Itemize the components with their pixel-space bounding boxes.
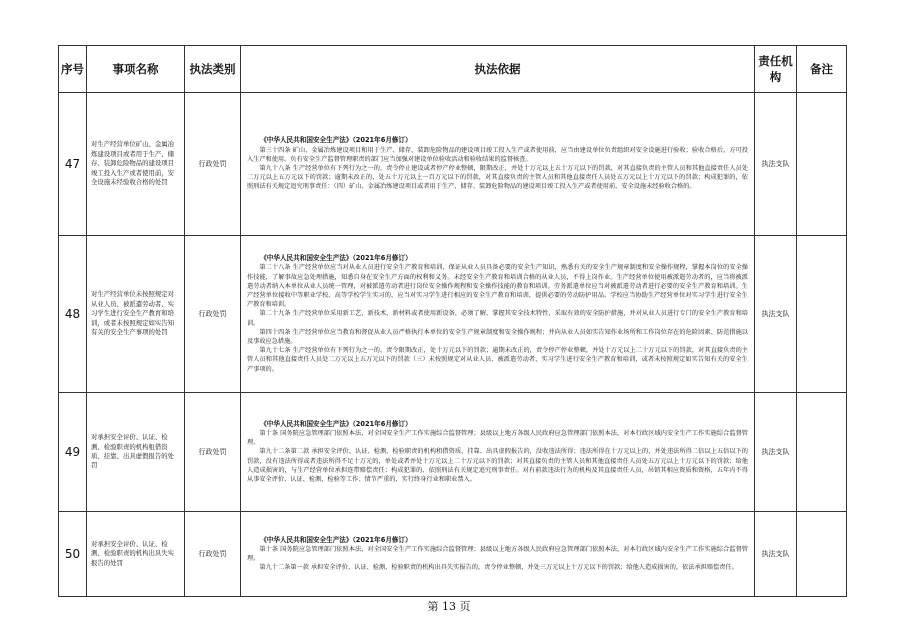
responsible-org: 执法支队	[755, 236, 797, 393]
header-name: 事项名称	[87, 46, 185, 93]
law-article: 第九十二条第一款 承担安全评价、认证、检测、检验职责的机构出具失实报告的，责令停业整顿，并处三万元以上十万元以下的罚款；给他人造成损害的，依法承担赔偿责任。	[259, 564, 738, 572]
law-article: 第二十九条 生产经营单位采用新工艺、新技术、新材料或者使用新设备，必须了解、掌握其安全技术特性，采取有效的安全防护措施，并对从业人员进行专门的安全生产教育和培训。	[247, 310, 748, 327]
law-article: 第九十七条 生产经营单位有下列行为之一的，责令限期改正，处十万元以下的罚款；逾期未改正的，责令停产停业整顿，并处十万元以上二十万元以下的罚款，对其直接负责的主管人员和其他直接责任人员处二万元以上五万元以下的罚款（三）未按照规定对从业人员、被派遣劳动者、实习学生进行安全生产教育和培训，或者未按照规定如实告知有关的安全生产事项的。	[247, 347, 748, 373]
responsible-org: 执法支队	[755, 393, 797, 512]
law-title: 《中华人民共和国安全生产法》（2021年6月修订）	[260, 136, 412, 145]
law-title: 《中华人民共和国安全生产法》（2021年6月修订）	[260, 254, 412, 263]
row-number: 49	[59, 393, 87, 512]
law-article: 第二十八条 生产经营单位应当对从业人员进行安全生产教育和培训，保证从业人员具备必要的安全生产知识，熟悉有关的安全生产规章制度和安全操作规程，掌握本岗位的安全操作技能，了解事故应急处理措施，知悉自身在安全生产方面的权利和义务。未经安全生产教育和培训合格的从业人员，不得上岗作业。生产经营单位使用被派遣劳动者的，应当将被派遣劳动者纳入本单位从业人员统一管理，对被派遣劳动者进行岗位安全操作规程和安全操作技能的教育和培训。劳务派遣单位应当对被派遣劳动者进行必要的安全生产教育和培训。生产经营单位接收中等职业学校、高等学校学生实习的，应当对实习学生进行相应的安全生产教育和培训，提供必要的劳动防护用品。学校应当协助生产经营单位对实习学生进行安全生产教育和培训。	[247, 264, 748, 309]
item-name: 对承担安全评价、认证、检测、检验职责的机构出具失实报告的处罚	[87, 512, 185, 597]
header-note: 备注	[797, 46, 847, 93]
row-number: 47	[59, 93, 87, 236]
header-basis: 执法依据	[241, 46, 755, 93]
law-title: 《中华人民共和国安全生产法》（2021年6月修订）	[260, 419, 412, 428]
law-article: 第九十二条第二款 承担安全评价、认证、检测、检验职责的机构租借资质、挂靠、出具虚假报告的，没收违法所得；违法所得在十万元以上的，并处违法所得二倍以上五倍以下的罚款，没有违法所得或者违法所得不足十万元的，单处或者并处十万元以上二十万元以下的罚款；对其直接负责的主管人员和其他直接责任人员处五万元以上十万元以下的罚款；给他人造成损害的，与生产经营单位承担连带赔偿责任；构成犯罪的，依照刑法有关规定追究刑事责任。对有前款违法行为的机构及其直接责任人员，吊销其相应资质和资格，五年内不得从事安全评价、认证、检测、检验等工作；情节严重的，实行终身行业和职业禁入。	[247, 448, 748, 483]
legal-basis	[241, 512, 755, 597]
law-article: 第四十四条 生产经营单位应当教育和督促从业人员严格执行本单位的安全生产规章制度和安全操作规程；并向从业人员如实告知作业场所和工作岗位存在的危险因素、防范措施以及事故应急措施。	[247, 328, 748, 345]
item-name: 对生产经营单位矿山、金属冶炼建设项目或者用于生产、储存、装卸危险物品的建设项目竣工投入生产或者使用前，安全设施未经验收合格的处罚	[87, 93, 185, 236]
enforcement-type: 行政处罚	[185, 512, 241, 597]
legal-basis	[241, 236, 755, 393]
remarks	[797, 393, 847, 512]
responsible-org: 执法支队	[755, 93, 797, 236]
header-no: 序号	[59, 46, 87, 93]
row-number: 48	[59, 236, 87, 393]
remarks	[797, 93, 847, 236]
table-row	[59, 93, 847, 236]
page-number: 第 13 页	[427, 600, 471, 613]
law-article: 第十条 国务院应急管理部门依照本法，对全国安全生产工作实施综合监督管理；县级以上地方各级人民政府应急管理部门依照本法，对本行政区域内安全生产工作实施综合监督管理。	[247, 545, 748, 562]
law-title: 《中华人民共和国安全生产法》（2021年6月修订）	[260, 535, 412, 544]
law-article: 第九十八条 生产经营单位有下列行为之一的，责令停止建设或者停产停业整顿，限期改正，并处十万元以上五十万元以下的罚款，对其直接负责的主管人员和其他直接责任人员处二万元以上五万元以下的罚款；逾期未改正的，处五十万元以上一百万元以下的罚款，对其直接负责的主管人员和其他直接责任人员处五万元以上十万元以下的罚款；构成犯罪的，依照刑法有关规定追究刑事责任：（四）矿山、金属冶炼建设项目或者用于生产、储存、装卸危险物品的建设项目竣工投入生产或者使用前，安全设施未经验收合格的。	[247, 165, 748, 191]
header-type: 执法类别	[185, 46, 241, 93]
law-article: 第三十四条 矿山、金属冶炼建设项目和用于生产、储存、装卸危险物品的建设项目竣工投入生产或者使用前，应当由建设单位负责组织对安全设施进行验收；验收合格后，方可投入生产和使用。负有安全生产监督管理职责的部门应当加强对建设单位验收活动和验收结果的监督核查。	[247, 146, 748, 163]
enforcement-type: 行政处罚	[185, 393, 241, 512]
table-header-row	[59, 46, 847, 93]
responsible-org: 执法支队	[755, 512, 797, 597]
remarks	[797, 236, 847, 393]
legal-basis	[241, 93, 755, 236]
law-article: 第十条 国务院应急管理部门依照本法，对全国安全生产工作实施综合监督管理；县级以上地方各级人民政府应急管理部门依照本法，对本行政区域内安全生产工作实施综合监督管理。	[247, 429, 748, 447]
table-row	[59, 393, 847, 512]
row-number: 50	[59, 512, 87, 597]
enforcement-table	[58, 45, 847, 597]
enforcement-type: 行政处罚	[185, 236, 241, 393]
header-org: 责任机构	[755, 46, 797, 93]
item-name: 对生产经营单位未按照规定对从业人员、被派遣劳动者、实习学生进行安全生产教育和培训，或者未按照规定如实告知有关的安全生产事项的处罚	[87, 236, 185, 393]
legal-basis	[241, 393, 755, 512]
table-row	[59, 512, 847, 597]
enforcement-type: 行政处罚	[185, 93, 241, 236]
table-row	[59, 236, 847, 393]
remarks	[797, 512, 847, 597]
document-sheet	[58, 45, 846, 597]
item-name: 对承担安全评价、认证、检测、检验职责的机构租借资质、挂靠、出具虚假报告的处罚	[87, 393, 185, 512]
